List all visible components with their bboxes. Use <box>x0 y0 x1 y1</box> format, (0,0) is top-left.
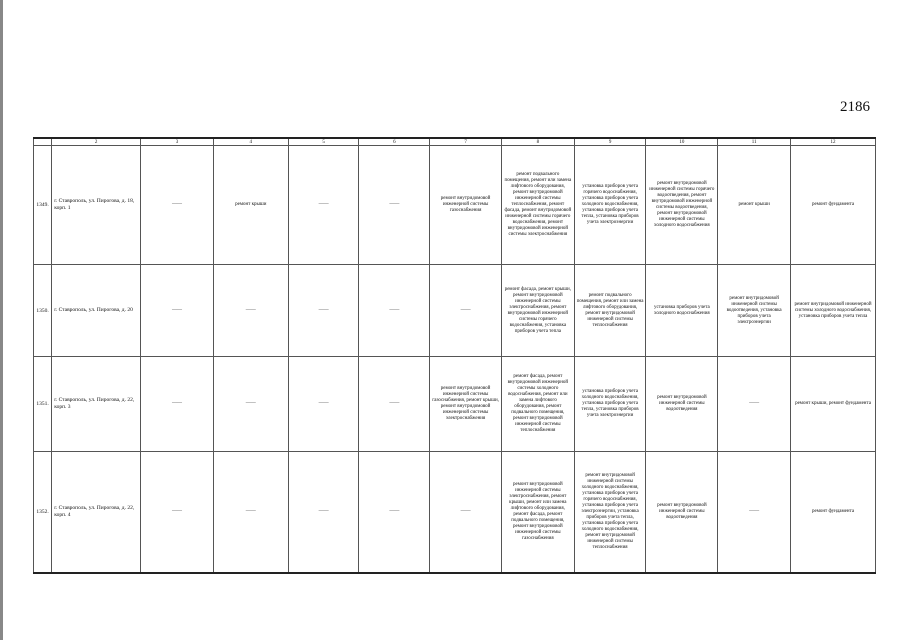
cell-col-3: —— <box>141 452 214 574</box>
cell-col-5: —— <box>288 265 359 357</box>
cell-col-7: ремонт внутридомовой инженерной системы газоснабжения, ремонт крыши, ремонт внутридомовой инженерной системы электроснабжения <box>430 357 502 452</box>
table-row <box>34 146 876 265</box>
cell-col-9: установка приборов учета горячего водоснабжения, установка приборов учета холодного водоснабжения, установка приборов учета тепла, установка приборов учета электроэнергии <box>574 146 646 265</box>
table-row <box>34 265 876 357</box>
address-cell: г. Ставрополь, ул. Пирогова, д. 18, корп. 1 <box>52 146 141 265</box>
cell-col-12: ремонт фундамента <box>791 452 876 574</box>
cell-col-10: установка приборов учета холодного водоснабжения <box>646 265 718 357</box>
cell-col-4: ремонт крыши <box>213 146 288 265</box>
row-number: 1350. <box>34 265 52 357</box>
column-number: 6 <box>359 138 430 146</box>
cell-col-3: —— <box>141 265 214 357</box>
cell-col-5: —— <box>288 452 359 574</box>
address-cell: г. Ставрополь, ул. Пирогова, д. 22, корп. 3 <box>52 357 141 452</box>
column-number: 12 <box>791 138 876 146</box>
row-number: 1351. <box>34 357 52 452</box>
column-number: 11 <box>718 138 791 146</box>
address-cell: г. Ставрополь, ул. Пирогова, д. 22, корп. 4 <box>52 452 141 574</box>
column-number: 2 <box>52 138 141 146</box>
column-number: 4 <box>213 138 288 146</box>
cell-col-11: —— <box>718 452 791 574</box>
cell-col-7: —— <box>430 452 502 574</box>
cell-col-3: —— <box>141 357 214 452</box>
cell-col-6: —— <box>359 452 430 574</box>
table-row <box>34 357 876 452</box>
cell-col-10: ремонт внутридомовой инженерной системы горячего водоотведения, ремонт внутридомовой инженерной системы водоотведения, ремонт внутридомовой инженерной системы холодного водоснабжения <box>646 146 718 265</box>
cell-col-5: —— <box>288 146 359 265</box>
cell-col-8: ремонт подвального помещения, ремонт или замена лифтового оборудования, ремонт внутридомовой инженерной системы теплоснабжения, ремонт фасада, ремонт внутридомовой инженерной системы горячего водоснабжения, ремонт внутридомовой инженерной системы электроснабжения <box>501 146 574 265</box>
address-cell: г. Ставрополь, ул. Пирогова, д. 20 <box>52 265 141 357</box>
column-number: 5 <box>288 138 359 146</box>
row-number: 1352. <box>34 452 52 574</box>
column-number-row <box>34 138 876 146</box>
page-number: 2186 <box>840 99 870 115</box>
cell-col-9: установка приборов учета холодного водоснабжения, установка приборов учета тепла, установка приборов учета электроэнергии <box>574 357 646 452</box>
cell-col-4: —— <box>213 452 288 574</box>
cell-col-4: —— <box>213 357 288 452</box>
column-number: 10 <box>646 138 718 146</box>
cell-col-10: ремонт внутридомовой инженерной системы водоотведения <box>646 452 718 574</box>
cell-col-8: ремонт фасада, ремонт внутридомовой инженерной системы холодного водоснабжения, ремонт или замена лифтового оборудования, ремонт подвального помещения, ремонт внутридомовой инженерной системы теплоснабжения <box>501 357 574 452</box>
cell-col-7: ремонт внутридомовой инженерной системы газоснабжения <box>430 146 502 265</box>
cell-col-5: —— <box>288 357 359 452</box>
cell-col-6: —— <box>359 357 430 452</box>
page-left-edge <box>0 0 3 640</box>
cell-col-6: —— <box>359 146 430 265</box>
column-number: 8 <box>501 138 574 146</box>
cell-col-3: —— <box>141 146 214 265</box>
cell-col-6: —— <box>359 265 430 357</box>
cell-col-8: ремонт фасада, ремонт крыши, ремонт внутридомовой инженерной системы электроснабжения, ремонт внутридомовой инженерной системы горячего водоснабжения, установка приборов учета тепла <box>501 265 574 357</box>
column-number: 7 <box>430 138 502 146</box>
cell-col-12: ремонт внутридомовой инженерной системы холодного водоснабжения, установка приборов учета тепла <box>791 265 876 357</box>
cell-col-9: ремонт внутридомовой инженерной системы холодного водоснабжения, установка приборов учета горячего водоснабжения, установка приборов учета электроэнергии, установка приборов учета тепла, установка приборов учета холодного водоснабжения, ремонт внутридомовой инженерной системы теплоснабжения <box>574 452 646 574</box>
cell-col-11: ремонт крыши <box>718 146 791 265</box>
cell-col-10: ремонт внутридомовой инженерной системы водоотведения <box>646 357 718 452</box>
cell-col-11: —— <box>718 357 791 452</box>
column-number: 3 <box>141 138 214 146</box>
cell-col-12: ремонт фундамента <box>791 146 876 265</box>
cell-col-11: ремонт внутридомовой инженерной системы водоотведения, установка приборов учета электроэнергии <box>718 265 791 357</box>
repair-schedule-table <box>33 137 876 574</box>
cell-col-7: —— <box>430 265 502 357</box>
row-number: 1349. <box>34 146 52 265</box>
cell-col-9: ремонт подвального помещения, ремонт или замена лифтового оборудования, ремонт внутридомовой инженерной системы теплоснабжения <box>574 265 646 357</box>
cell-col-4: —— <box>213 265 288 357</box>
cell-col-8: ремонт внутридомовой инженерной системы электроснабжения, ремонт крыши, ремонт или замена лифтового оборудования, ремонт фасада, ремонт подвального помещения, ремонт внутридомовой инженерной системы газоснабжения <box>501 452 574 574</box>
column-number: 9 <box>574 138 646 146</box>
column-number <box>34 138 52 146</box>
table-row <box>34 452 876 574</box>
cell-col-12: ремонт крыши, ремонт фундамента <box>791 357 876 452</box>
